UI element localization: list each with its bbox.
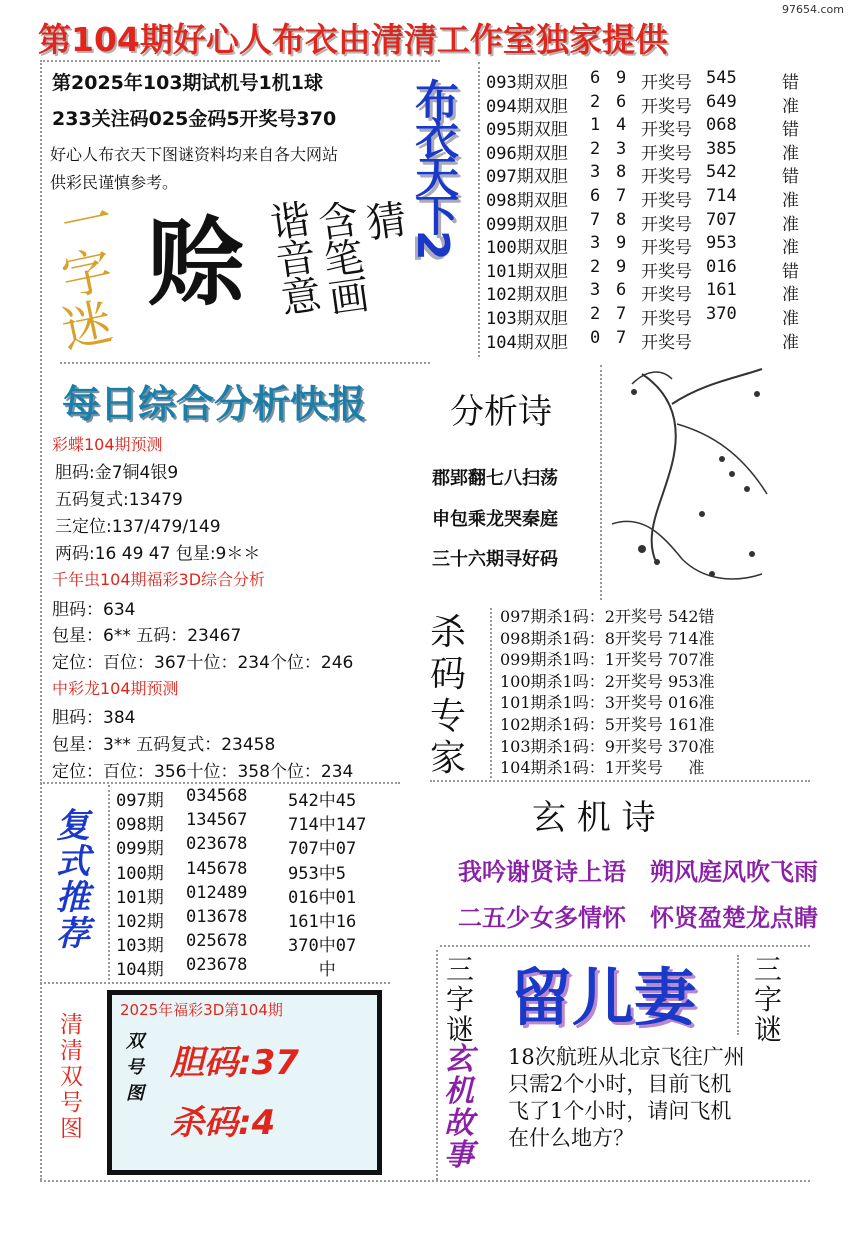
divider [108,785,110,980]
caidie-line: 三定位:137/479/149 [55,517,221,537]
site-watermark: 97654.com [782,3,844,16]
riddle-hint [261,197,410,317]
disclaimer-line-2: 供彩民谨慎参考。 [50,173,179,192]
qingqing-label-char: 号 [60,1090,83,1116]
zhongcailong-title: 中彩龙104期预测 [52,679,179,698]
story-label-char: 故 [444,1106,474,1141]
kill-code-row: 101期杀1吗：3开奖号 016准 [500,693,715,713]
qingqing-side-char: 双 [126,1031,144,1052]
double-dan-digit: 9 [616,256,627,277]
analysis-poem-line: 申包乘龙哭秦庭 [432,509,558,530]
double-dan-digit: 6 [616,91,627,112]
divider [440,945,810,947]
double-dan-label: 开奖号 [641,214,692,235]
caidie-line: 五码复式:13479 [55,490,183,510]
fushi-result: 370中07 [288,936,357,957]
kill-code-row: 102期杀1码：5开奖号 161准 [500,715,715,734]
double-dan-digit: 2 [590,138,601,159]
double-dan-issue: 093期双胆 [486,73,568,93]
story-line: 只需2个小时，目前飞机 [508,1072,732,1096]
double-dan-issue: 102期双胆 [486,285,568,306]
fushi-numbers: 025678 [186,931,248,952]
fushi-label-char: 荐 [56,914,90,954]
double-dan-digit: 7 [590,209,601,230]
double-dan-number: 545 [706,68,737,88]
analysis-poem-line: 郡郢翻七八扫荡 [432,468,558,489]
page-title: 第104期好心人布衣由清清工作室独家提供 [38,20,668,59]
fushi-numbers: 034568 [186,786,248,806]
analysis-poem-title: 分析诗 [450,392,552,432]
story-label-char: 玄 [444,1042,474,1077]
fushi-result: 016中01 [288,887,357,908]
riddle-hint-col: 含笔画 [309,197,371,317]
xuanji-poem-title: 玄 机 诗 [532,798,656,838]
double-dan-digit: 7 [616,327,627,348]
double-dan-issue: 094期双胆 [486,96,568,117]
double-dan-label: 开奖号 [641,96,692,117]
sanzi-word: 留儿妻 [510,961,697,1034]
story-label-char: 事 [444,1138,474,1173]
kill-code-row: 097期杀1码：2开奖号 542错 [500,607,715,626]
zhongcailong-line: 包星：3** 五码复式：23458 [52,735,276,755]
double-dan-digit: 2 [590,91,601,112]
story-label [444,1044,474,1172]
double-dan-digit: 8 [616,209,627,230]
fushi-numbers: 023678 [186,955,248,976]
caidie-title: 彩蝶104期预测 [52,435,163,454]
kill-code-row: 100期杀1吗：2开奖号 953准 [500,671,715,691]
divider [40,60,440,62]
double-dan-number: 714 [706,186,737,206]
qiannianchong-line: 包星：6** 五码：23467 [52,626,242,646]
double-dan-digit: 3 [590,280,601,301]
daily-report-banner: 每日综合分析快报 [62,382,367,426]
focus-code-line: 233关注码025金码5开奖号370 [52,108,337,130]
divider [40,982,390,984]
kill-code-row: 103期杀1码：9开奖号 370准 [500,736,715,756]
xuanji-poem-line: 我吟谢贤诗上语 朔风庭风吹飞雨 [458,858,818,886]
double-dan-label: 开奖号 [641,238,692,259]
double-dan-number: 953 [706,233,737,254]
sanzi-right-label [754,955,782,1045]
double-dan-digit: 7 [616,304,627,324]
divider [40,782,400,784]
disclaimer-line: 好心人布衣天下图谜资料均来自各大网站 [50,145,339,164]
double-dan-number: 016 [706,256,737,277]
kill-code-row: 104期杀1码：1开奖号 准 [500,758,705,778]
qingqing-label-char: 清 [60,1038,83,1064]
double-dan-digit: 6 [590,186,601,206]
fushi-issue: 104期 [116,960,164,981]
double-dan-result: 准 [782,238,799,259]
fushi-numbers: 134567 [186,810,248,831]
zhongcailong-line: 定位：百位：356十位：358个位：234 [52,762,354,782]
fushi-result: 161中16 [288,912,357,932]
fushi-issue: 103期 [116,936,164,957]
fushi-issue: 101期 [116,887,164,908]
double-dan-digit: 2 [590,304,601,324]
divider [737,955,739,1035]
story-line: 在什么地方？ [508,1126,634,1150]
qingqing-label [60,1012,83,1142]
riddle-label [56,188,118,360]
double-dan-label: 开奖号 [641,120,692,141]
qingqing-side-label [126,1029,144,1107]
fushi-label-char: 推 [56,878,90,918]
kill-code-label-char: 码 [430,654,467,695]
qingqing-dan: 胆码:37 [170,1043,299,1083]
fushi-numbers: 013678 [186,907,248,927]
double-dan-issue: 096期双胆 [486,143,568,164]
qiannianchong-title: 千年虫104期福彩3D综合分析 [52,570,266,589]
story-text [508,1044,745,1152]
qingqing-label-char: 图 [60,1116,83,1142]
double-dan-digit: 3 [590,233,601,254]
fushi-issue: 100期 [116,863,164,884]
sanzi-char: 谜 [446,1013,475,1046]
fushi-result: 707中07 [288,839,357,860]
double-dan-label: 开奖号 [641,285,692,306]
double-dan-digit: 9 [616,233,627,254]
kill-code-label-char: 杀 [430,612,467,653]
double-dan-number: 649 [706,91,737,112]
sanzi-char: 三 [754,953,783,986]
kill-code-row: 099期杀1吗：1开奖号 707准 [500,650,715,670]
qiannianchong-line: 胆码：634 [52,600,136,620]
fushi-result: 953中5 [288,863,346,884]
double-dan-issue: 103期双胆 [486,309,568,329]
kill-code-row: 098期杀1码：8开奖号 714准 [500,628,715,648]
double-dan-result: 准 [782,309,799,329]
double-dan-result: 准 [782,285,799,306]
riddle-big-char: 赊 [148,206,244,319]
analysis-poem-line: 三十六期寻好码 [432,549,558,570]
fushi-result: 714中147 [288,815,367,836]
qingqing-side-char: 号 [126,1057,144,1078]
double-dan-digit: 9 [616,68,627,88]
double-dan-issue: 095期双胆 [486,120,568,141]
xuanji-poem-line: 二五少女多情怀 怀贤盈楚龙点睛 [458,904,818,932]
riddle-label-char: 一 [56,188,118,256]
double-dan-issue: 099期双胆 [486,214,568,235]
double-dan-result: 错 [782,167,799,188]
double-dan-label: 开奖号 [641,309,692,329]
double-dan-result: 准 [782,96,799,117]
riddle-hint-col: 谐音意 [261,197,323,317]
qingqing-label-char: 双 [60,1064,83,1090]
double-dan-number: 068 [706,115,737,136]
double-dan-result: 准 [782,332,799,353]
brand-vertical-title: 布衣天下2 [407,78,458,255]
riddle-hint-col: 猜 [357,197,409,242]
double-dan-digit: 3 [590,162,601,183]
double-dan-label: 开奖号 [641,191,692,211]
fushi-issue: 097期 [116,791,164,811]
fushi-numbers: 145678 [186,858,248,879]
double-dan-result: 错 [782,73,799,93]
divider [40,60,42,1180]
double-dan-result: 错 [782,261,799,282]
story-line: 飞了1个小时，请问飞机 [508,1099,732,1123]
fushi-label-char: 式 [56,842,90,882]
sanzi-char: 字 [754,983,783,1016]
double-dan-digit: 6 [590,68,601,88]
double-dan-result: 错 [782,120,799,141]
double-dan-result: 准 [782,214,799,235]
double-dan-number: 385 [706,138,737,159]
qiannianchong-line: 定位：百位：367十位：234个位：246 [52,653,354,673]
double-dan-issue: 097期双胆 [486,167,568,188]
kill-code-label-char: 家 [430,738,467,779]
qingqing-label-char: 清 [60,1012,83,1038]
double-dan-number: 707 [706,209,737,230]
qingqing-box [107,990,382,1175]
riddle-label-char: 字 [56,240,118,308]
fushi-label-char: 复 [56,806,90,846]
double-dan-issue: 101期双胆 [486,261,568,282]
double-dan-label: 开奖号 [641,167,692,188]
double-dan-label: 开奖号 [641,332,692,353]
double-dan-number: 370 [706,304,737,324]
fushi-result: 中 [288,960,336,981]
sanzi-char: 三 [446,953,475,986]
fushi-label [56,808,90,952]
divider [436,950,438,1180]
fushi-issue: 102期 [116,912,164,932]
fushi-numbers: 012489 [186,882,248,903]
fushi-issue: 099期 [116,839,164,860]
divider [490,608,492,778]
riddle-label-char: 迷 [56,292,118,360]
fushi-numbers: 023678 [186,834,248,855]
double-dan-digit: 8 [616,162,627,183]
story-line: 18次航班从北京飞往广州 [508,1045,745,1069]
double-dan-issue: 098期双胆 [486,191,568,211]
double-dan-number: 161 [706,280,737,301]
divider [40,1180,810,1182]
kill-code-label-char: 专 [430,696,467,737]
double-dan-digit: 2 [590,256,601,277]
double-dan-issue: 100期双胆 [486,238,568,259]
double-dan-label: 开奖号 [641,143,692,164]
sanzi-char: 字 [446,983,475,1016]
double-dan-result: 准 [782,143,799,164]
tree-illustration [602,364,802,599]
caidie-line: 两码:16 49 47 包星:9＊＊ [55,544,261,564]
double-dan-result: 准 [782,191,799,211]
divider [478,62,480,357]
sanzi-left-label [446,955,474,1045]
fushi-result: 542中45 [288,791,357,811]
sanzi-char: 谜 [754,1013,783,1046]
kill-code-label [430,612,466,780]
qingqing-sha: 杀码:4 [170,1103,276,1143]
double-dan-digit: 0 [590,327,601,348]
divider [430,780,810,782]
double-dan-issue: 104期双胆 [486,332,568,353]
story-label-char: 机 [444,1074,474,1109]
double-dan-label: 开奖号 [641,73,692,93]
double-dan-digit: 3 [616,138,627,159]
fushi-issue: 098期 [116,815,164,836]
caidie-line: 胆码:金7铜4银9 [55,463,179,483]
double-dan-digit: 1 [590,115,601,136]
trial-number-line: 第2025年103期试机号1机1球 [52,72,323,94]
qingqing-box-title: 2025年福彩3D第104期 [120,1001,283,1019]
double-dan-digit: 7 [616,186,627,206]
double-dan-digit: 6 [616,280,627,301]
double-dan-number: 542 [706,162,737,183]
qingqing-side-char: 图 [126,1083,144,1104]
double-dan-digit: 4 [616,115,627,136]
divider [60,362,430,364]
zhongcailong-line: 胆码：384 [52,708,136,728]
double-dan-label: 开奖号 [641,261,692,282]
